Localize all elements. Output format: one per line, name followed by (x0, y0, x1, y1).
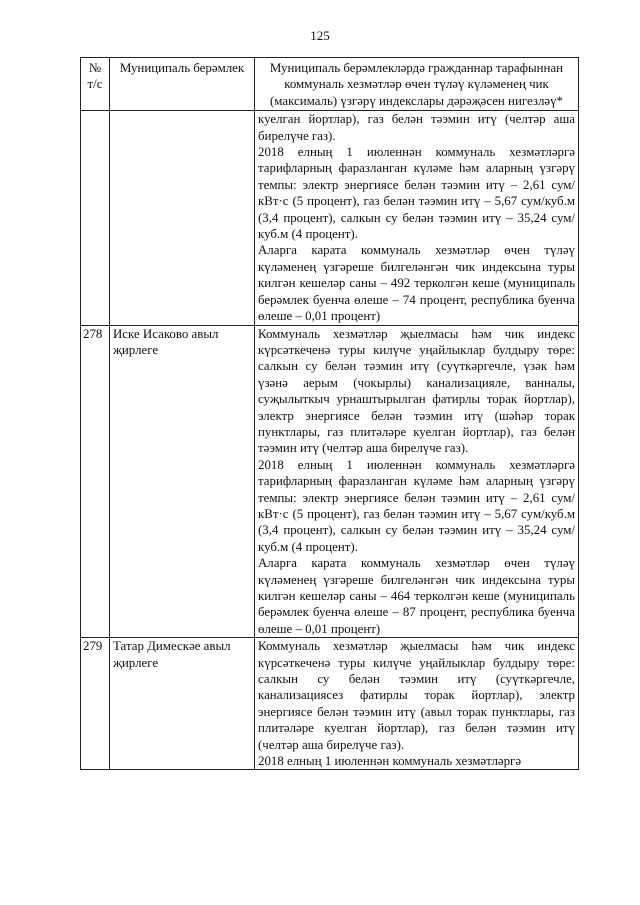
header-description: Муниципаль берәмлекләрдә гражданнар тарафыннан коммуналь хезмәтләр өчен түләү күләменең чик (максималь) үзгәрү индекслары дәрәҗәсен нигезләү* (255, 58, 579, 111)
row-description (255, 111, 579, 325)
table-row (81, 325, 579, 638)
row-description (255, 325, 579, 638)
row-number: 278 (81, 325, 110, 638)
description-paragraph: 2018 елның 1 июленнән коммуналь хезмәтләргә (258, 754, 522, 769)
header-municipality: Муниципаль берәмлек (110, 58, 255, 111)
description-paragraph: Аларга карата коммуналь хезмәтләр өчен түләү күләменең үзгәреше билгеләнгән чик индексына туры килгән кешеләр саны – 464 терколгән кеше (муниципаль берәмлек буенча өлеше – 87 процент, республика буенча өлеше – 0,01 процент) (258, 556, 575, 636)
description-paragraph: Коммуналь хезмәтләр җыелмасы һәм чик индекс күрсәткеченә туры килүче уңайлыклар булдыру төре: салкын су белән тәэмин итү (суүткәргечле, канализациясез фатирлы торак йортлар), электр энергиясе белән тәэмин итү (авыл торак пунктлары, газ плитәләре куелган йортлар), газ белән тәэмин итү (челтәр аша бирелүче газ). (258, 639, 575, 752)
row-municipality: Татар Димескәе авыл җирлеге (110, 638, 255, 770)
description-paragraph: 2018 елның 1 июленнән коммуналь хезмәтләргә тарифларның фаразланган күләме һәм аларның үзгәрү темпы: электр энергиясе белән тәэмин итү – 2,61 сум/кВт·с (5 процент), газ белән тәэмин итү – 5,67 сум/куб.м (3,4 процент), салкын су белән тәэмин итү – 35,24 сум/куб.м (4 процент). (258, 457, 575, 554)
table-row (81, 111, 579, 325)
table-row (81, 638, 579, 770)
row-municipality: Иске Исаково авыл җирлеге (110, 325, 255, 638)
row-description (255, 638, 579, 770)
page-number: 125 (310, 28, 330, 43)
row-number: 279 (81, 638, 110, 770)
description-paragraph: 2018 елның 1 июленнән коммуналь хезмәтләргә тарифларның фаразланган күләме һәм аларның үзгәрү темпы: электр энергиясе белән тәэмин итү – 2,61 сум/кВт·с (5 процент), газ белән тәэмин итү – 5,67 сум/куб.м (3,4 процент), салкын су белән тәэмин итү – 35,24 сум/куб.м (4 процент). (258, 145, 575, 242)
description-paragraph: куелган йортлар), газ белән тәэмин итү (челтәр аша бирелүче газ). (258, 112, 575, 143)
row-number (81, 111, 110, 325)
description-paragraph: Коммуналь хезмәтләр җыелмасы һәм чик индекс күрсәткеченә туры килүче уңайлыклар булдыру төре: салкын су белән тәэмин итү (суүткәргечле, үзәк һәм үзәнә аерым (чокырлы) канализацияле, ванналы, суҗылыткыч урнаштырылган фатирлы торак йортлар), электр энергиясе белән тәэмин итү (шәһәр торак пунктлары, газ плитәләре куелган йортлар), газ белән тәэмин итү (челтәр аша бирелүче газ). (258, 326, 575, 456)
row-municipality (110, 111, 255, 325)
tariff-table (80, 57, 579, 770)
table-header-row (81, 58, 579, 111)
header-num: № т/с (81, 58, 110, 111)
description-paragraph: Аларга карата коммуналь хезмәтләр өчен түләү күләменең үзгәреше билгеләнгән чик индексына туры килгән кешеләр саны – 492 терколгән кеше (муниципаль берәмлек буенча өлеше – 74 процент, республика буенча өлеше – 0,01 процент) (258, 243, 575, 324)
